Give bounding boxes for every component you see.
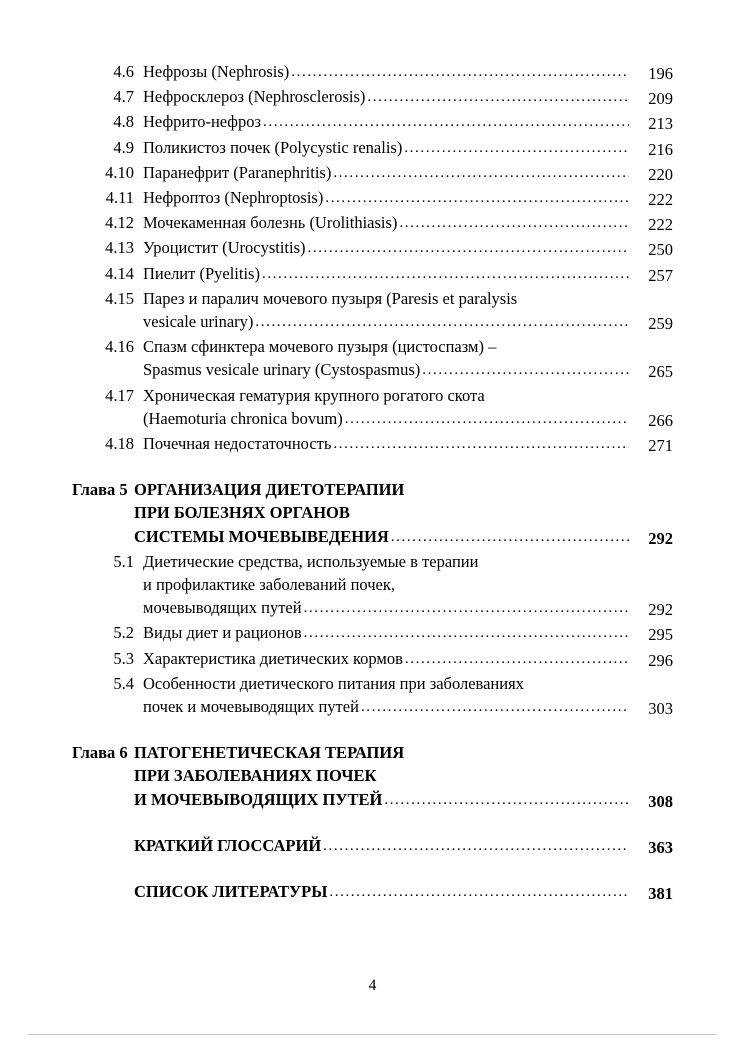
toc-entry-text: Характеристика диетических кормов <box>143 648 403 668</box>
page-number: 4 <box>368 977 377 994</box>
toc-entry-title-line <box>143 432 629 457</box>
toc-entry-text: Парез и паралич мочевого пузыря (Paresis et paralysis <box>143 288 518 308</box>
toc-entry-title-line <box>143 358 629 383</box>
leader-dots <box>333 162 629 185</box>
toc-entry-title-line <box>143 60 629 85</box>
toc-entry-text: Паранефрит (Paranephritis) <box>143 162 332 182</box>
toc-entry[interactable] <box>72 550 673 622</box>
toc-entry-text: СПИСОК ЛИТЕРАТУРЫ <box>134 882 328 902</box>
toc-entry-title <box>143 236 629 261</box>
leader-dots <box>391 526 629 549</box>
toc-entry-title <box>143 550 629 622</box>
toc-entry-title-line <box>143 596 629 621</box>
toc-entry-title-line <box>134 478 629 501</box>
leader-dots <box>384 789 629 812</box>
toc-entry-title-line <box>143 310 629 335</box>
toc-entry-title-line <box>134 880 629 905</box>
toc-entry-title-line <box>143 211 629 236</box>
toc-entry-text: Пиелит (Pyelitis) <box>143 263 260 283</box>
toc-entry-title <box>134 478 629 550</box>
toc-entry-page: 303 <box>648 699 673 719</box>
toc-entry-number: 4.10 <box>105 162 134 182</box>
toc-entry-page: 209 <box>648 89 673 109</box>
toc-entry-title-line <box>134 525 629 550</box>
leader-dots <box>323 835 629 858</box>
toc-entry[interactable] <box>72 432 673 457</box>
toc-entry-title-line <box>134 834 629 859</box>
toc-entry-title-line <box>143 136 629 161</box>
toc-entry-text: КРАТКИЙ ГЛОССАРИЙ <box>134 835 322 855</box>
toc-entry-title-line <box>143 695 629 720</box>
toc-entry-text: мочевыводящих путей <box>143 598 302 618</box>
toc-entry-page: 292 <box>648 600 673 620</box>
toc-entry-title <box>143 262 629 287</box>
toc-entry[interactable] <box>72 186 673 211</box>
toc-entry-title <box>143 161 629 186</box>
toc-entry-title <box>143 384 629 432</box>
toc-entry-title-line <box>134 741 629 764</box>
leader-dots <box>262 263 629 286</box>
leader-dots <box>304 597 629 620</box>
toc-entry-title <box>143 647 629 672</box>
leader-dots <box>345 408 629 431</box>
toc-entry-text: vesicale urinary) <box>143 312 254 332</box>
toc-entry-number: 4.8 <box>113 112 134 132</box>
toc-entry-title-line <box>143 550 629 573</box>
toc-entry-page: 296 <box>648 650 673 670</box>
toc-entry-title-line <box>143 672 629 695</box>
toc-entry[interactable] <box>72 384 673 432</box>
leader-dots <box>333 433 629 456</box>
toc-entry-number: 4.13 <box>105 238 134 258</box>
toc-entry[interactable] <box>72 136 673 161</box>
toc-entry-text: Нефрозы (Nephrosis) <box>143 62 290 81</box>
toc-entry-text: Поликистоз почек (Polycystic renalis) <box>143 137 403 157</box>
toc-entry-text: почек и мочевыводящих путей <box>143 697 359 717</box>
toc-entry-title-line <box>143 236 629 261</box>
toc-entry-page: 292 <box>648 528 673 548</box>
toc-entry-text: (Haemoturia chronica bovum) <box>143 408 343 428</box>
toc-entry-title <box>143 432 629 457</box>
toc-entry-title-line <box>143 110 629 135</box>
toc-entry-text: Нефросклероз (Nephrosclerosis) <box>143 87 366 107</box>
toc-entry-page: 271 <box>648 436 673 456</box>
toc-entry-title-line <box>143 287 629 310</box>
toc-entry-title <box>143 672 629 720</box>
toc-entry-title-line <box>143 384 629 407</box>
toc-entry-page: 216 <box>648 139 673 159</box>
toc-entry[interactable] <box>72 60 673 85</box>
toc-entry[interactable] <box>72 262 673 287</box>
toc-entry-title-line <box>143 85 629 110</box>
toc-entry-page: 220 <box>648 164 673 184</box>
toc-entry-text: ОРГАНИЗАЦИЯ ДИЕТОТЕРАПИИ <box>134 480 405 500</box>
toc-entry-page: 295 <box>648 625 673 645</box>
toc-entry-text: Уроцистит (Urocystitis) <box>143 238 306 258</box>
toc-entry-title-line <box>143 262 629 287</box>
toc-entry-number: 4.17 <box>105 385 134 405</box>
toc-entry-title-line <box>143 335 629 358</box>
toc-entry[interactable] <box>72 672 673 720</box>
toc-entry-number: Глава 5 <box>72 480 128 500</box>
toc-entry-page: 250 <box>648 240 673 260</box>
toc-entry-title-line <box>143 621 629 646</box>
toc-entry[interactable] <box>72 621 673 646</box>
toc-entry-title-line <box>143 186 629 211</box>
toc-entry[interactable] <box>72 478 673 550</box>
leader-dots <box>399 212 629 235</box>
toc-entry-number: Глава 6 <box>72 743 128 763</box>
toc-entry-title <box>143 287 629 335</box>
toc-entry-number: 5.1 <box>113 551 134 571</box>
toc-entry-number: 4.7 <box>113 87 134 107</box>
toc-entry-text: и профилактике заболеваний почек, <box>143 575 396 595</box>
toc-entry-page: 363 <box>648 837 673 857</box>
toc-entry-title <box>134 741 629 813</box>
toc-entry-title-line <box>134 788 629 813</box>
toc-entry-page: 196 <box>648 64 673 83</box>
toc-entry[interactable] <box>72 211 673 236</box>
toc-entry-number: 5.4 <box>113 673 134 693</box>
toc-entry[interactable] <box>72 335 673 383</box>
toc-entry-number: 4.15 <box>105 288 134 308</box>
toc-entry-text: Виды диет и рационов <box>143 623 302 643</box>
leader-dots <box>404 137 629 160</box>
leader-dots <box>263 111 629 134</box>
toc-entry[interactable] <box>72 110 673 135</box>
toc-entry-number: 4.9 <box>113 137 134 157</box>
toc-entry-text: Диетические средства, используемые в терапии <box>143 551 479 571</box>
toc-entry[interactable] <box>72 236 673 261</box>
toc-entry[interactable] <box>72 834 673 859</box>
toc-entry-text: Spasmus vesicale urinary (Cystospasmus) <box>143 360 421 380</box>
toc-entry-title-line <box>143 161 629 186</box>
toc-entry-number: 5.3 <box>113 648 134 668</box>
toc-entry-number: 4.11 <box>105 188 134 208</box>
toc-entry-title-line <box>143 647 629 672</box>
toc-entry-title <box>143 335 629 383</box>
toc-entry-text: СИСТЕМЫ МОЧЕВЫВЕДЕНИЯ <box>134 526 389 546</box>
toc-entry-page: 213 <box>648 114 673 134</box>
toc-entry-text: Почечная недостаточность <box>143 434 332 454</box>
toc-entry-title-line <box>134 501 629 524</box>
toc-entry-page: 222 <box>648 190 673 210</box>
toc-entry[interactable] <box>72 287 673 335</box>
toc-entry-title <box>143 85 629 110</box>
toc-entry-page: 266 <box>648 410 673 430</box>
toc-entry-number: 4.12 <box>105 213 134 233</box>
leader-dots <box>405 648 629 671</box>
toc-entry-text: Нефроптоз (Nephroptosis) <box>143 188 324 208</box>
toc-entry-page: 259 <box>648 314 673 334</box>
toc-entry-page: 308 <box>648 791 673 811</box>
toc-entry-title <box>143 621 629 646</box>
toc-entry-title <box>143 136 629 161</box>
toc-entry[interactable] <box>72 880 673 905</box>
toc-entry[interactable] <box>72 161 673 186</box>
toc-entry[interactable] <box>72 741 673 813</box>
leader-dots <box>422 359 629 382</box>
toc-entry-title-line <box>143 573 629 596</box>
toc-entry-title <box>134 834 629 859</box>
toc-entry-number: 4.16 <box>105 337 134 357</box>
toc-entry-title <box>134 880 629 905</box>
toc-entry-number: 4.18 <box>105 434 134 454</box>
toc-entry[interactable] <box>72 85 673 110</box>
leader-dots <box>367 86 629 109</box>
leader-dots <box>304 622 629 645</box>
toc-entry-number: 4.6 <box>113 62 134 81</box>
footer-rule <box>28 1034 717 1035</box>
toc-entry-title <box>143 110 629 135</box>
toc-entry[interactable] <box>72 647 673 672</box>
toc-entry-text: ПАТОГЕНЕТИЧЕСКАЯ ТЕРАПИЯ <box>134 743 405 763</box>
toc-entry-page: 257 <box>648 265 673 285</box>
toc-entry-title-line <box>143 407 629 432</box>
leader-dots <box>255 311 629 334</box>
toc-entry-title-line <box>134 764 629 787</box>
toc-entry-text: И МОЧЕВЫВОДЯЩИХ ПУТЕЙ <box>134 789 383 809</box>
toc-entry-text: Особенности диетического питания при заболеваниях <box>143 673 524 693</box>
toc-entry-text: ПРИ ЗАБОЛЕВАНИЯХ ПОЧЕК <box>134 766 377 786</box>
toc-entry-number: 5.2 <box>113 623 134 643</box>
leader-dots <box>361 696 629 719</box>
toc-entry-title <box>143 211 629 236</box>
toc-entry-page: 381 <box>648 884 673 904</box>
table-of-contents <box>72 60 673 905</box>
leader-dots <box>291 61 629 84</box>
toc-entry-text: Мочекаменная болезнь (Urolithiasis) <box>143 213 398 233</box>
toc-entry-text: Нефрито-нефроз <box>143 112 262 132</box>
toc-entry-number: 4.14 <box>105 263 134 283</box>
leader-dots <box>308 237 630 260</box>
toc-entry-text: Хроническая гематурия крупного рогатого скота <box>143 385 485 405</box>
leader-dots <box>329 881 629 904</box>
toc-entry-page: 265 <box>648 362 673 382</box>
toc-entry-title <box>143 186 629 211</box>
toc-entry-title <box>143 60 629 85</box>
toc-entry-text: Спазм сфинктера мочевого пузыря (цистоспазм) – <box>143 337 497 357</box>
leader-dots <box>325 187 629 210</box>
toc-entry-page: 222 <box>648 215 673 235</box>
toc-entry-text: ПРИ БОЛЕЗНЯХ ОРГАНОВ <box>134 503 350 523</box>
